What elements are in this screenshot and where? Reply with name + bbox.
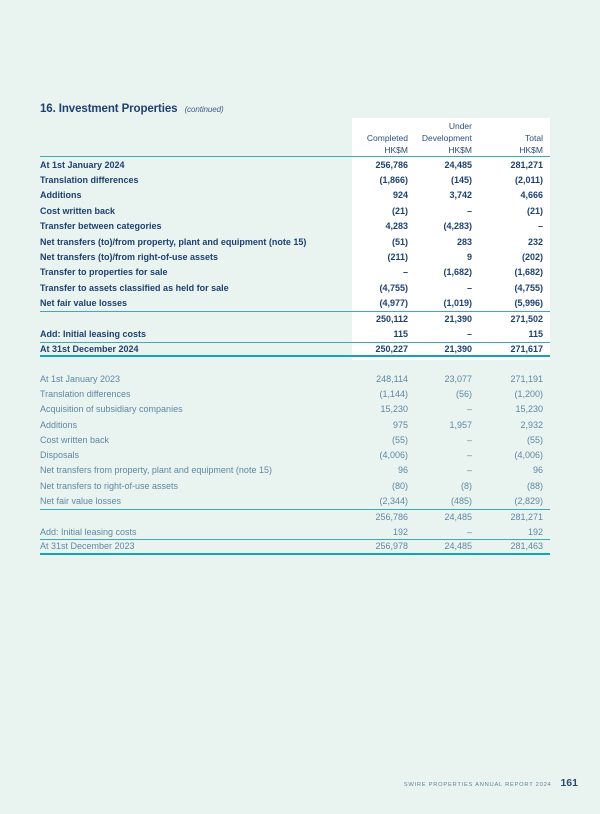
table-row (40, 371, 550, 386)
table-row (40, 249, 550, 264)
cell-under-development: 24,485 (444, 159, 472, 170)
cell-completed: 96 (397, 465, 408, 476)
row-label: Cost written back (40, 434, 110, 445)
section-title-text: 16. Investment Properties (40, 103, 178, 115)
row-label: Net transfers to right-of-use assets (40, 480, 179, 491)
section-title (40, 103, 224, 115)
row-label: At 1st January 2024 (40, 159, 125, 170)
cell-under-development: 283 (456, 236, 472, 247)
cell-total: 271,502 (510, 314, 543, 325)
cell-total: 271,191 (510, 373, 543, 384)
cell-under-development: (1,019) (443, 298, 472, 309)
row-label: Net transfers (to)/from property, plant and equipment (note 15) (40, 236, 307, 247)
table-row (40, 326, 550, 341)
cell-completed: 256,786 (375, 159, 408, 170)
cell-completed: 4,283 (385, 221, 408, 232)
page-footer (404, 777, 578, 789)
cell-under-development: – (466, 404, 472, 415)
row-label: Cost written back (40, 205, 116, 216)
cell-under-development: 21,390 (444, 314, 472, 325)
cell-completed: (1,866) (379, 175, 408, 186)
cell-under-development: 23,077 (444, 373, 472, 384)
row-label: At 31st December 2023 (40, 541, 135, 552)
cell-completed: (80) (391, 480, 408, 491)
cell-total: (4,006) (514, 450, 543, 461)
row-label: Add: Initial leasing costs (40, 328, 147, 339)
cell-total: (5,996) (514, 298, 543, 309)
table-row (40, 219, 550, 234)
cell-total: 281,271 (510, 511, 543, 522)
cell-completed: 924 (392, 190, 408, 201)
cell-completed: 15,230 (380, 404, 408, 415)
table-row (40, 311, 550, 326)
cell-total: – (537, 221, 543, 232)
row-label: Translation differences (40, 388, 131, 399)
cell-total: 281,271 (510, 159, 543, 170)
cell-total: (2,829) (514, 496, 543, 507)
cell-under-development: 21,390 (444, 343, 472, 354)
row-label: Net transfers (to)/from right-of-use assets (40, 252, 219, 263)
cell-total: (1,682) (514, 267, 543, 278)
column-header-line (472, 120, 543, 132)
table-row (40, 402, 550, 417)
row-label: Acquisition of subsidiary companies (40, 404, 183, 415)
column-header-line: Total (525, 133, 543, 143)
cell-under-development: – (466, 434, 472, 445)
table-row (40, 417, 550, 432)
table-row (40, 234, 550, 249)
column-header-completed (344, 120, 408, 156)
cell-under-development: 24,485 (444, 541, 472, 552)
table-row (40, 296, 550, 311)
cell-under-development: – (466, 282, 472, 293)
cell-completed: (4,755) (379, 282, 408, 293)
cell-completed: (4,977) (379, 298, 408, 309)
cell-total: (1,200) (514, 388, 543, 399)
cell-completed: (21) (391, 205, 408, 216)
section-title-note: (continued) (184, 105, 224, 114)
cell-completed: (51) (391, 236, 408, 247)
cell-completed: 256,978 (375, 541, 408, 552)
row-label: Additions (40, 419, 78, 430)
cell-total: (2,011) (514, 175, 543, 186)
cell-under-development: – (466, 465, 472, 476)
cell-under-development: (1,682) (443, 267, 472, 278)
table-row (40, 447, 550, 462)
table-row (40, 342, 550, 357)
cell-total: (88) (526, 480, 543, 491)
cell-under-development: 1,957 (449, 419, 472, 430)
cell-under-development: (145) (450, 175, 472, 186)
column-header-line: HK$M (384, 145, 408, 155)
cell-under-development: – (466, 450, 472, 461)
cell-total: 271,617 (510, 343, 543, 354)
cell-total: 115 (528, 328, 543, 339)
cell-completed: (2,344) (379, 496, 408, 507)
cell-total: 96 (532, 465, 543, 476)
table-row (40, 432, 550, 447)
column-header-under-development (408, 120, 472, 156)
table-row (40, 280, 550, 295)
row-label: Net fair value losses (40, 496, 122, 507)
cell-completed: (55) (391, 434, 408, 445)
footer-report-name: SWIRE PROPERTIES ANNUAL REPORT 2024 (403, 782, 552, 788)
cell-total: 192 (527, 526, 543, 537)
row-label: Transfer to properties for sale (40, 267, 168, 278)
footer-page-number: 161 (560, 777, 578, 789)
cell-total: (55) (526, 434, 543, 445)
row-label: Translation differences (40, 175, 139, 186)
row-label: Net fair value losses (40, 298, 128, 309)
column-header-line: Development (421, 133, 472, 143)
row-label: Net transfers from property, plant and equipment (note 15) (40, 465, 272, 476)
cell-completed: 115 (393, 328, 408, 339)
column-header-line: Under (448, 121, 472, 131)
cell-under-development: 3,742 (449, 190, 472, 201)
cell-completed: 256,786 (375, 511, 408, 522)
cell-under-development: – (466, 205, 472, 216)
cell-completed: 250,112 (375, 314, 408, 325)
investment-properties-table-2024 (40, 120, 550, 357)
table-row (40, 509, 550, 524)
cell-total: 4,666 (520, 190, 543, 201)
cell-completed: 192 (392, 526, 408, 537)
cell-completed: (211) (387, 252, 408, 263)
cell-total: 2,932 (520, 419, 543, 430)
row-label: Transfer to assets classified as held for sale (40, 282, 229, 293)
table-column-headers (40, 120, 550, 157)
cell-under-development: (485) (450, 496, 472, 507)
row-label: At 1st January 2023 (40, 373, 121, 384)
table-row (40, 539, 550, 554)
cell-under-development: – (466, 526, 472, 537)
cell-completed: 250,227 (375, 343, 408, 354)
row-label: At 31st December 2024 (40, 343, 139, 354)
table-row (40, 463, 550, 478)
cell-under-development: – (466, 328, 472, 339)
cell-total: (202) (521, 252, 543, 263)
cell-total: 281,463 (510, 541, 543, 552)
table-row (40, 386, 550, 401)
cell-completed: 975 (392, 419, 408, 430)
cell-total: (4,755) (514, 282, 543, 293)
cell-completed: – (402, 267, 408, 278)
cell-total: 15,230 (515, 404, 543, 415)
row-label: Transfer between categories (40, 221, 162, 232)
table-row (40, 188, 550, 203)
table-row (40, 203, 550, 218)
cell-completed: (1,144) (379, 388, 408, 399)
table-row (40, 524, 550, 539)
table-row (40, 157, 550, 172)
cell-under-development: (4,283) (443, 221, 472, 232)
column-header-line: Completed (366, 133, 408, 143)
row-label: Disposals (40, 450, 80, 461)
table-row (40, 493, 550, 508)
column-header-line: HK$M (448, 145, 472, 155)
column-header-line (344, 120, 408, 132)
cell-total: (21) (526, 205, 543, 216)
row-label: Additions (40, 190, 82, 201)
cell-under-development: 9 (466, 252, 472, 263)
cell-under-development: 24,485 (444, 511, 472, 522)
table-row (40, 265, 550, 280)
cell-under-development: (56) (455, 388, 472, 399)
row-label: Add: Initial leasing costs (40, 526, 137, 537)
cell-completed: (4,006) (379, 450, 408, 461)
cell-total: 232 (527, 236, 543, 247)
cell-completed: 248,114 (376, 373, 408, 384)
table-row (40, 172, 550, 187)
column-header-line: HK$M (519, 145, 543, 155)
cell-under-development: (8) (461, 480, 472, 491)
investment-properties-table-2023 (40, 371, 550, 555)
table-row (40, 478, 550, 493)
column-header-total (472, 120, 543, 156)
